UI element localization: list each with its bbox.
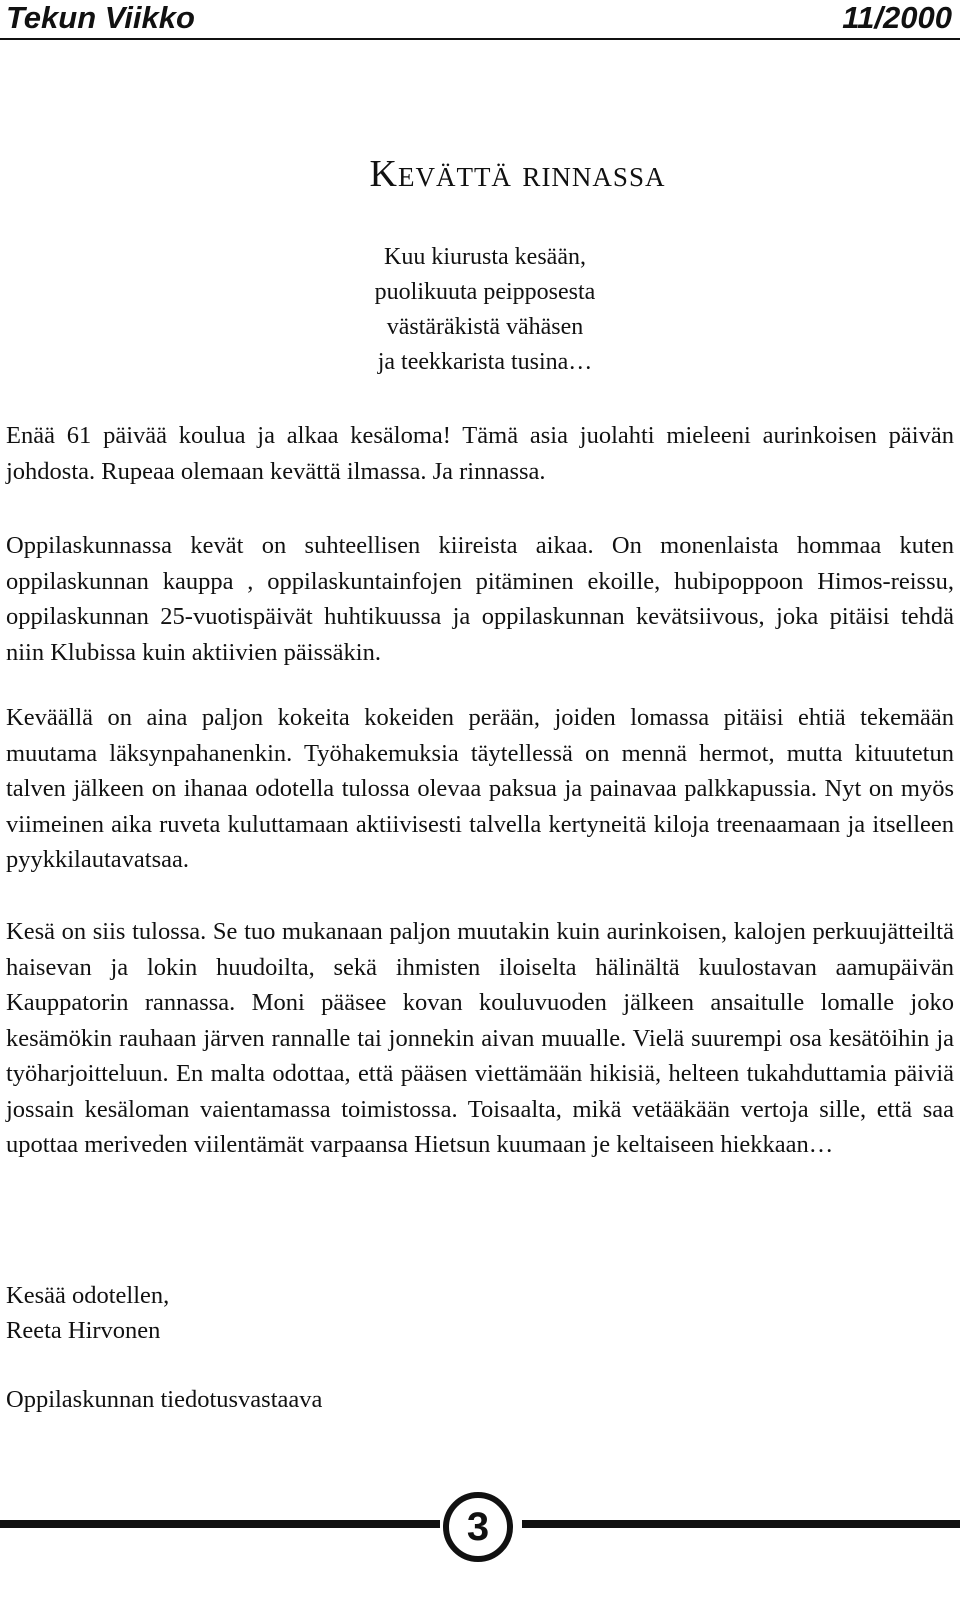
- author-name: Reeta Hirvonen: [6, 1317, 161, 1344]
- article-title: Kevättä rinnassa: [369, 153, 666, 195]
- closing-line: Kesää odotellen,: [6, 1282, 170, 1309]
- paragraph-student-union: Oppilaskunnassa kevät on suhteellisen kiireista aikaa. On monenlaista hommaa kuten oppilaskunnan kauppa , oppilaskuntainfojen pitäminen ekoille, hubipoppoon Himos-reissu, oppilaskunnan 25-vuotispäivät huhtikuussa ja oppilaskunnan kevätsiivous, joka pitäisi tehdä niin Klubissa kuin aktiivien päissäkin.: [6, 532, 954, 666]
- paragraph-exams: Keväällä on aina paljon kokeita kokeiden perään, joiden lomassa pitäisi ehtiä tekemään muutama läksynpahanenkin. Työhakemuksia täytellessä on mennä hermot, mutta kituutetun talven jälkeen on ihanaa odotella tulossa olevaa paksua ja painavaa palkkapussia. Nyt on myös viimeinen aika ruveta kuluttamaan aktiivisesti talvella kertyneitä kiloja treenaamaan ja itselleen pyykkilautavatsaa.: [6, 704, 954, 873]
- footer-rule-left: [0, 1520, 440, 1528]
- issue-number: 11/2000: [842, 0, 952, 35]
- poem-line: puolikuuta peipposesta: [374, 279, 596, 305]
- poem-line: Kuu kiurusta kesään,: [384, 244, 586, 270]
- paragraph-summer: Kesä on siis tulossa. Se tuo mukanaan paljon muutakin kuin aurinkoisen, kalojen perkuujätteiltä haisevan ja lokin huudoilta, sekä ihmisten iloiselta hälinältä kuulostavan aamupäivän Kauppatorin rannassa. Moni pääsee kovan kouluvuoden jälkeen ansaitulle lomalle joko kesämökin rauhaan järven rannalle tai jonnekin aivan muualle. Vielä suurempi osa kesätöihin ja työharjoitteluun. En malta odottaa, että pääsen viettämään hikisiä, helteen tukahduttamia päiviä jossain kesäloman vaientamassa toimistossa. Toisaalta, mikä vetääkään vertoja sille, että saa upottaa meriveden viilentämät varpaansa Hietsun kuumaan je keltaiseen hiekkaan…: [6, 918, 954, 1158]
- publication-name: Tekun Viikko: [6, 0, 195, 35]
- page-number: 3: [443, 1492, 513, 1562]
- author-role: Oppilaskunnan tiedotusvastaava: [6, 1386, 323, 1413]
- poem-line: ja teekkarista tusina…: [377, 349, 593, 375]
- header-divider: [0, 38, 960, 40]
- page-header: [0, 0, 960, 40]
- poem-line: västäräkistä vähäsen: [386, 314, 584, 340]
- poem: [0, 240, 960, 380]
- footer-rule-right: [522, 1520, 960, 1528]
- paragraph-intro: Enää 61 päivää koulua ja alkaa kesäloma! Tämä asia juolahti mieleeni aurinkoisen päivän johdosta. Rupeaa olemaan kevättä ilmassa. Ja rinnassa.: [6, 422, 954, 485]
